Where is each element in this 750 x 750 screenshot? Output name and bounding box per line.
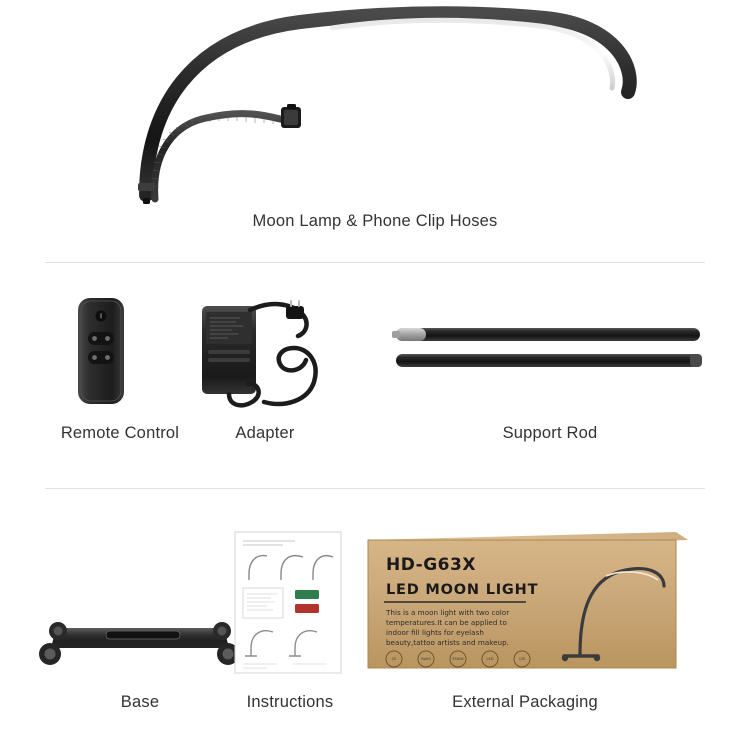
packaging-title: LED MOON LIGHT [386,582,539,598]
caption-external-packaging: External Packaging [452,693,598,711]
remote-temperature-row[interactable] [88,351,114,364]
base-crossbar [52,642,228,648]
instruction-chip-green [295,590,319,599]
adapter-vent [208,350,250,354]
base-slot [106,631,180,639]
packaging-description-line: This is a moon light with two color [386,608,510,617]
badge-label: CRI [518,657,526,661]
instruction-chip-red [295,604,319,613]
arc-ferrule [138,183,155,191]
badge-label: RoHS [421,657,431,661]
remote-button-cool[interactable] [92,355,97,360]
packaging-description-line: indoor fill lights for eyelash [386,628,484,637]
section-accessories [0,268,750,480]
base-caster [39,643,61,665]
badge-label: LED [486,657,494,661]
mains-cable [264,348,316,404]
packaging-description-line: temperatures.It can be applied to [386,618,507,627]
section-hoses [0,0,750,258]
caption-support-rod: Support Rod [502,424,598,442]
badge-label: CE [391,657,397,661]
support-rod-upper [396,328,700,341]
external-packaging-illustration [358,518,694,680]
section-divider-2 [45,488,705,489]
caption-adapter: Adapter [235,424,295,442]
support-rod-ferrule [396,328,426,341]
badge-label: 5500K [452,657,464,661]
packaging-description-line: beauty,tattoo artists and makeup. [386,638,509,647]
caption-hoses: Moon Lamp & Phone Clip Hoses [252,212,498,230]
adapter-illustration [190,290,340,412]
caption-base: Base [120,693,160,711]
base-caster [213,622,231,640]
support-rod-lower [396,354,700,367]
phone-clip-head [281,104,301,128]
adapter-label [206,312,252,344]
support-rod-tip [392,331,400,338]
caption-instructions: Instructions [246,693,334,711]
packaging-model: HD-G63X [386,555,476,575]
remote-button-plus[interactable] [105,336,110,341]
phone-clip-gooseneck [155,114,285,199]
moon-lamp-arc-tube [146,13,630,195]
remote-button-minus[interactable] [92,336,97,341]
adapter-vent [208,358,250,362]
remote-brightness-row[interactable] [88,332,114,345]
base-illustration [28,598,248,676]
remote-control-illustration [72,296,130,406]
support-rod-illustration [392,320,704,382]
remote-button-warm[interactable] [105,355,110,360]
gooseneck-ribs [152,116,273,187]
caption-remote-control: Remote Control [60,424,180,442]
arc-base-plug [143,198,150,204]
base-caster [49,622,67,640]
instructions-illustration [233,530,343,675]
section-divider-1 [45,262,705,263]
support-rod-end-cap [690,354,702,367]
section-parts [0,494,750,750]
led-strip [332,20,613,88]
moon-lamp-hose-illustration [0,0,750,205]
